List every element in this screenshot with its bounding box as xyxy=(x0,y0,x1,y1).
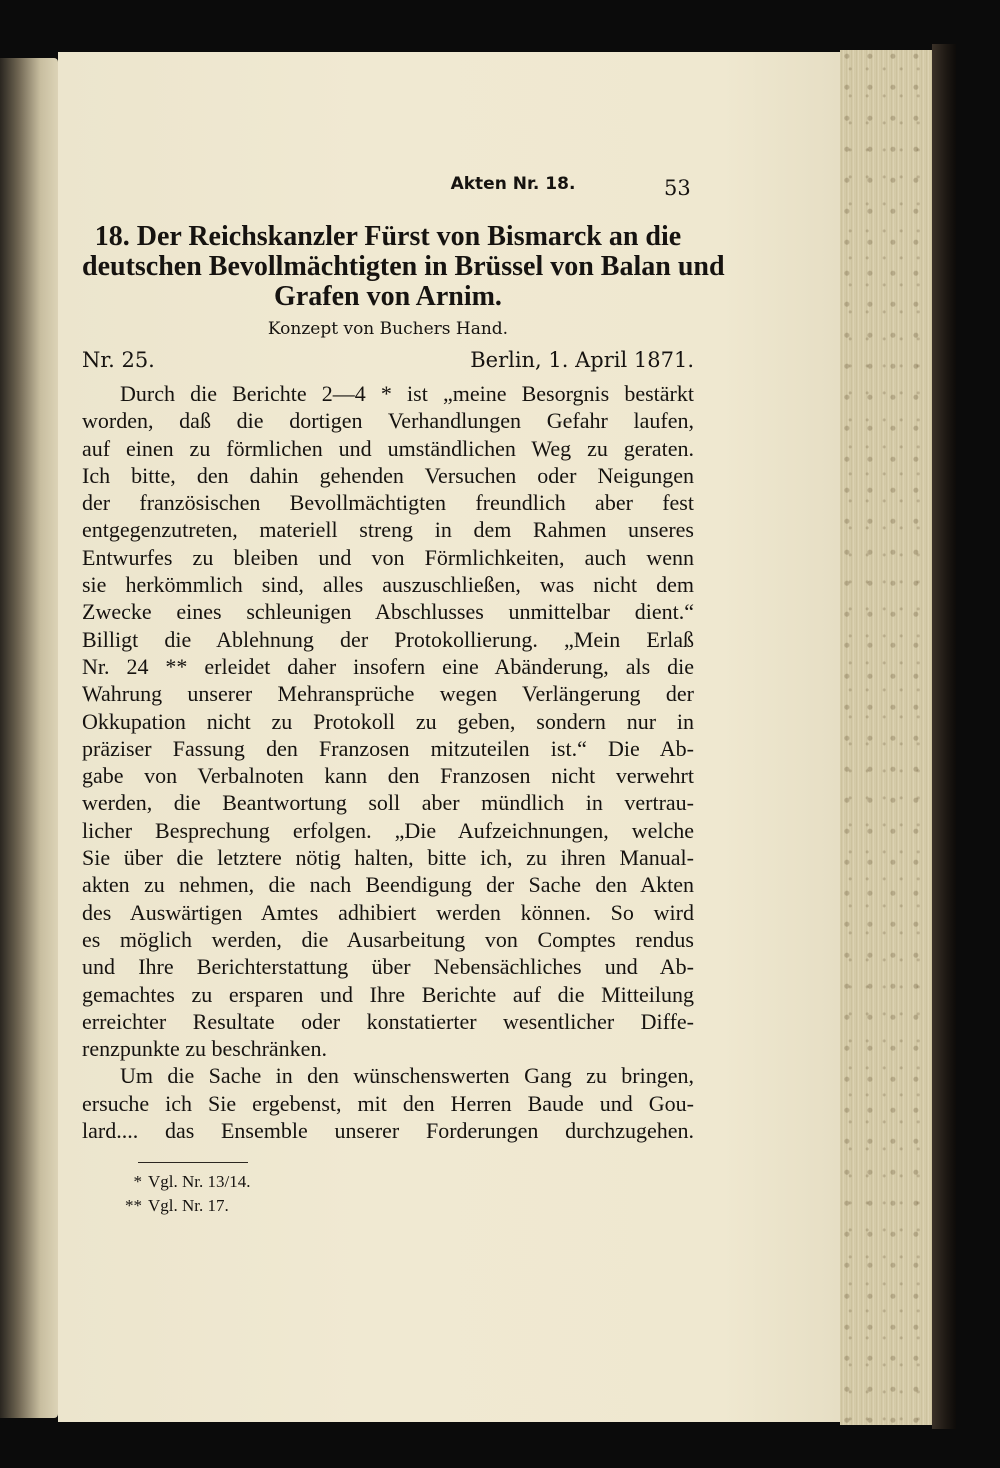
text-line: sie herkömmlich sind, alles auszuschließen, was nicht dem xyxy=(82,572,694,598)
text-line: Wahrung unserer Mehransprüche wegen Verlängerung der xyxy=(82,681,694,707)
document-title xyxy=(82,221,725,312)
text-line: Billigt die Ablehnung der Protokollierung. „Mein Erlaß xyxy=(82,626,694,652)
footnote-text: Vgl. Nr. 17. xyxy=(148,1196,229,1215)
text-line: renzpunkte zu beschränken. xyxy=(82,1036,327,1062)
footnote xyxy=(114,1194,250,1218)
book-page xyxy=(58,52,840,1422)
text-line: präziser Fassung den Franzosen mitzuteilen ist.“ Die Ab- xyxy=(82,735,694,761)
text-line: erreichter Resultate oder konstatierter wesentlicher Diffe- xyxy=(82,1008,694,1034)
text-line: entgegenzutreten, materiell streng in dem Rahmen unseres xyxy=(82,517,694,543)
book-spine xyxy=(932,44,956,1429)
text-line: des Auswärtigen Amtes adhibiert werden können. So wird xyxy=(82,899,694,925)
text-line: Sie über die letztere nötig halten, bitte ich, zu ihren Manual- xyxy=(82,845,694,871)
text-line: werden, die Beantwortung soll aber mündlich in vertrau- xyxy=(82,790,694,816)
text-line: auf einen zu förmlichen und umständlichen Weg zu geraten. xyxy=(82,435,694,461)
document-subtitle: Konzept von Buchers Hand. xyxy=(267,319,509,339)
page-number: 53 xyxy=(664,176,691,200)
page-block-edge xyxy=(840,50,940,1425)
footnote-divider xyxy=(138,1162,248,1163)
text-line: Okkupation nicht zu Protokoll zu geben, sondern nur in xyxy=(82,708,694,734)
text-line: Zwecke eines schleunigen Abschlusses unmittelbar dient.“ xyxy=(82,599,694,625)
text-line: Um die Sache in den wünschenswerten Gang zu bringen, xyxy=(120,1063,694,1089)
footnote xyxy=(114,1170,250,1194)
document-number: Nr. 25. xyxy=(82,348,155,372)
running-head: Akten Nr. 18. xyxy=(450,174,576,194)
text-line: akten zu nehmen, die nach Beendigung der Sache den Akten xyxy=(82,872,694,898)
text-line: worden, daß die dortigen Verhandlungen Gefahr laufen, xyxy=(82,408,694,434)
text-line: Nr. 24 ** erleidet daher insofern eine Abänderung, als die xyxy=(82,653,694,679)
title-line: 18. Der Reichskanzler Fürst von Bismarck an die xyxy=(94,221,682,252)
title-line: deutschen Bevollmächtigten in Brüssel von Balan und xyxy=(82,251,725,282)
text-line: und Ihre Berichterstattung über Nebensächliches und Ab- xyxy=(82,954,694,980)
text-line: gemachtes zu ersparen und Ihre Berichte auf die Mitteilung xyxy=(82,981,694,1007)
footnote-text: Vgl. Nr. 13/14. xyxy=(148,1172,251,1191)
text-line: es möglich werden, die Ausarbeitung von Comptes rendus xyxy=(82,926,694,952)
text-line: gabe von Verbalnoten kann den Franzosen nicht verwehrt xyxy=(82,763,694,789)
text-line: licher Besprechung erfolgen. „Die Aufzeichnungen, welche xyxy=(82,817,694,843)
text-line: lard.... das Ensemble unserer Forderungen durchzugehen. xyxy=(82,1118,694,1144)
document-meta xyxy=(82,348,694,376)
text-line: Ich bitte, den dahin gehenden Versuchen oder Neigungen xyxy=(82,462,694,488)
place-date: Berlin, 1. April 1871. xyxy=(470,348,694,372)
text-line: Durch die Berichte 2—4 * ist „meine Besorgnis bestärkt xyxy=(120,381,694,406)
footnotes xyxy=(114,1170,250,1218)
title-line: Grafen von Arnim. xyxy=(274,281,502,312)
footnote-mark: * xyxy=(133,1172,142,1191)
body-text xyxy=(82,380,694,1144)
text-line: Entwurfes zu bleiben und von Förmlichkeiten, auch wenn xyxy=(82,544,694,570)
text-line: der französischen Bevollmächtigten freundlich aber fest xyxy=(82,490,694,516)
footnote-mark: ** xyxy=(125,1196,142,1215)
text-line: ersuche ich Sie ergebenst, mit den Herren Baude und Gou- xyxy=(82,1090,694,1116)
left-page-edge xyxy=(0,58,58,1418)
